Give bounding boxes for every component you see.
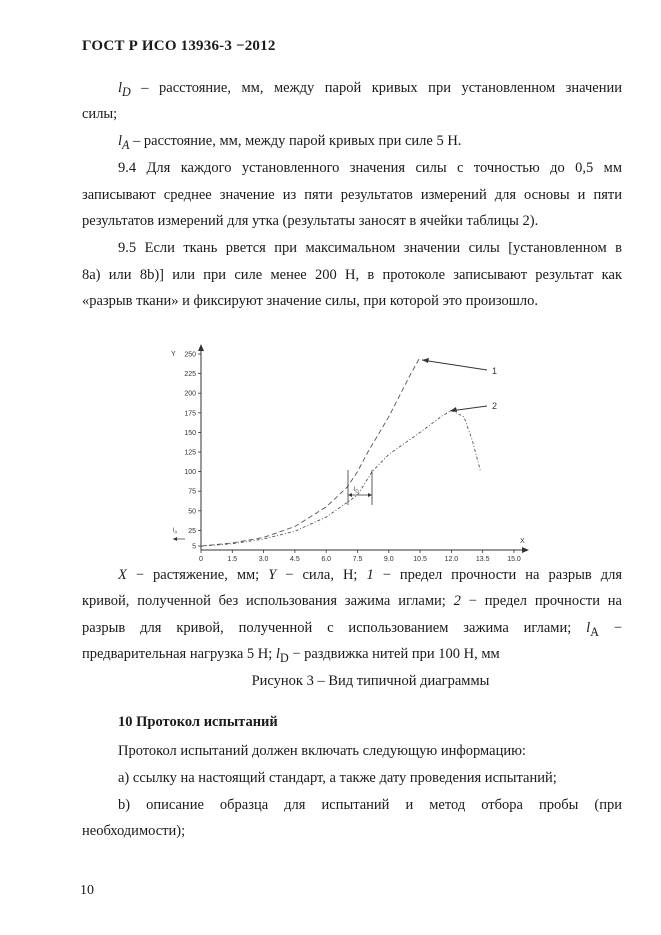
y-tick-label: 125 <box>184 449 196 457</box>
caption-text: − предел прочности на разрыв для <box>373 567 622 583</box>
caption-text: − предел прочности на <box>460 593 622 609</box>
definition-lA <box>118 128 461 158</box>
y-tick-label: 50 <box>188 508 196 516</box>
lD-chart-label: $l_D$ <box>354 487 359 494</box>
caption-text: − растяжение, мм; <box>126 567 269 583</box>
section-10-heading: 10 Протокол испытаний <box>118 714 278 730</box>
y-tick-label: 5 <box>192 543 196 551</box>
x-axis-arrow <box>522 547 529 553</box>
caption-text: − <box>598 620 622 636</box>
caption-text: − сила, Н; <box>276 567 367 583</box>
lD-arrowhead-left <box>348 493 352 497</box>
y-tick-label: 75 <box>188 488 196 496</box>
definition-lD-line1 <box>118 75 622 105</box>
figure-title: Рисунок 3 – Вид типичной диаграммы <box>251 673 490 689</box>
lA-chart-label: $l_A$ <box>173 528 178 535</box>
lD-description: – расстояние, мм, между парой кривых при установленном значении <box>130 80 622 96</box>
caption-text: − раздвижка нитей при 100 Н, мм <box>288 646 500 662</box>
x-tick-label: 12.0 <box>444 556 459 563</box>
x-tick-label: 3.0 <box>258 556 269 563</box>
lA-symbol: l <box>118 133 123 149</box>
caption-line2 <box>82 588 622 615</box>
y-axis-arrow <box>198 344 204 351</box>
x-tick-label: 0 <box>199 556 203 563</box>
section-10-line1: Протокол испытаний должен включать следующую информацию: <box>118 743 526 759</box>
lA-subscript: A <box>122 137 130 152</box>
document-header: ГОСТ Р ИСО 13936-3 −2012 <box>82 38 276 54</box>
para-9-4-line1: 9.4 Для каждого установленного значения силы с точностью до 0,5 мм <box>118 160 622 176</box>
x-tick-label: 15.0 <box>507 556 521 563</box>
caption-text: разрыв для кривой, полученной с использованием зажима иглами; <box>82 620 587 636</box>
figure-3-chart <box>165 340 535 565</box>
caption-text: кривой, полученной без использования зажима иглами; <box>82 593 454 609</box>
y-ticks <box>184 352 201 551</box>
x-tick-label: 6.0 <box>321 556 332 563</box>
chart-svg <box>165 340 535 565</box>
page-number: 10 <box>80 883 94 898</box>
x-axis-label: X <box>520 538 525 545</box>
section-10-item-b-line1: b) описание образца для испытаний и метод отбора пробы (при <box>118 797 622 813</box>
y-tick-label: 150 <box>184 429 196 437</box>
x-tick-label: 13.5 <box>475 556 490 563</box>
x-tick-label: 9.0 <box>383 556 394 563</box>
section-10-item-a: a) ссылку на настоящий стандарт, а также дату проведения испытаний; <box>118 770 557 786</box>
para-9-5-line1: 9.5 Если ткань рвется при максимальном значении силы [установленном в <box>118 240 622 256</box>
callout-1-line <box>422 360 487 370</box>
para-9-4-line2: записывают среднее значение из пяти результатов измерений для основы и пяти <box>82 187 622 203</box>
lD-symbol: l <box>118 80 123 96</box>
para-9-4-line3: результатов измерений для утка (результаты заносят в ячейки таблицы 2). <box>82 213 539 229</box>
para-9-5-line2: 8а) или 8b)] или при силе менее 200 Н, в протоколе записывают результат как <box>82 267 622 283</box>
caption-lD: l <box>275 646 280 662</box>
y-tick-label: 100 <box>184 469 196 477</box>
caption-two: 2 <box>453 593 461 609</box>
x-tick-label: 4.5 <box>290 556 300 563</box>
series-1-line <box>201 357 420 546</box>
lA-description: – расстояние, мм, между парой кривых при силе 5 Н. <box>129 133 462 149</box>
caption-Y: Y <box>268 567 277 583</box>
caption-text: предварительная нагрузка 5 Н; <box>82 646 276 662</box>
lD-arrowhead-right <box>368 493 372 497</box>
para-9-5-line3: «разрыв ткани» и фиксируют значение силы, при которой это произошло. <box>82 293 538 309</box>
definition-lD-line2: силы; <box>82 106 118 122</box>
y-tick-label: 175 <box>184 410 196 418</box>
callout-2-label: 2 <box>492 401 498 411</box>
caption-line4 <box>82 641 500 671</box>
caption-lA: l <box>586 620 591 636</box>
y-tick-label: 200 <box>184 390 196 398</box>
lD-subscript: D <box>122 84 131 99</box>
section-10-item-b-line2: необходимости); <box>82 823 186 839</box>
caption-X: X <box>118 567 127 583</box>
series-2-line <box>201 410 481 546</box>
caption-lD-sub: D <box>279 650 289 665</box>
caption-line1 <box>118 562 622 589</box>
callout-1-arrowhead <box>422 358 429 363</box>
lA-arrowhead <box>173 537 177 541</box>
y-tick-label: 250 <box>184 351 196 359</box>
y-tick-label: 25 <box>188 527 196 535</box>
caption-one: 1 <box>366 567 374 583</box>
x-tick-label: 10.5 <box>413 556 427 563</box>
caption-lA-sub: A <box>590 624 599 639</box>
series-group <box>201 357 481 546</box>
y-tick-label: 225 <box>184 371 196 379</box>
y-axis-label: Y <box>171 351 176 358</box>
x-tick-label: 7.5 <box>352 556 363 563</box>
x-tick-label: 1.5 <box>227 556 238 563</box>
callout-1-label: 1 <box>492 366 498 376</box>
